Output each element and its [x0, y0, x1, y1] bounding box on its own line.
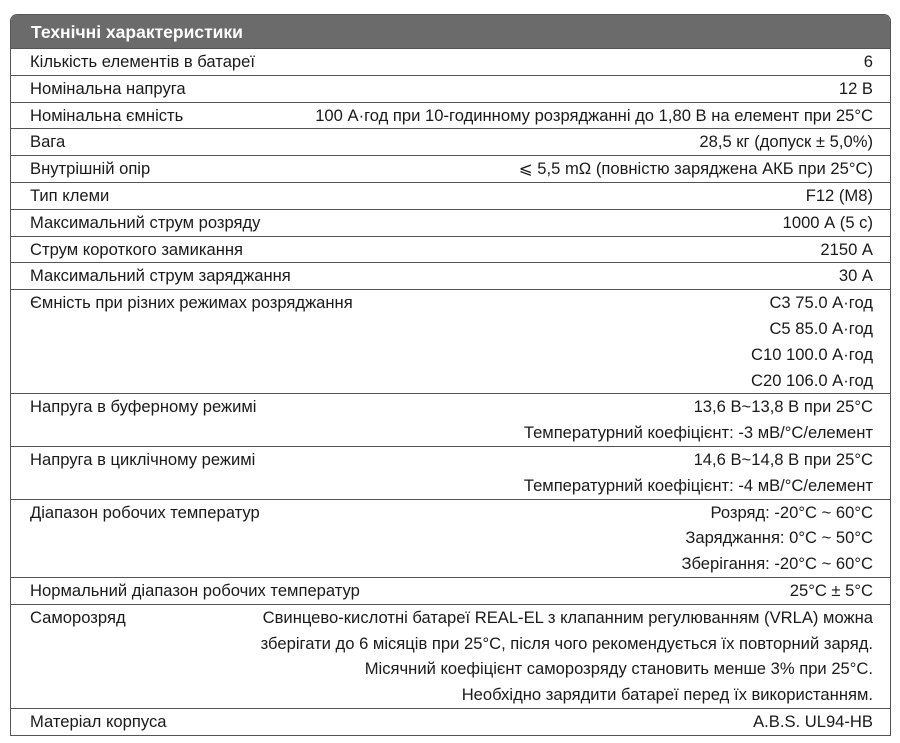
spec-row-operating-temp	[11, 500, 890, 578]
spec-value: 1000 А (5 с)	[782, 212, 873, 232]
spec-value: C10 100.0 А·год	[750, 344, 873, 364]
spec-value: 100 А·год при 10-годинному розряджанні до 1,80 В на елемент при 25°C	[315, 105, 873, 125]
spec-row-cycle-voltage	[11, 447, 890, 500]
spec-value: F12 (M8)	[805, 185, 873, 205]
spec-label: Ємність при різних режимах розряджання	[30, 293, 353, 313]
spec-value: Температурний коефіцієнт: -3 мВ/°C/елемент	[523, 423, 873, 443]
spec-value: Необхідно зарядити батареї перед їх використанням.	[461, 685, 873, 705]
spec-value: 2150 А	[820, 239, 873, 259]
spec-label: Напруга в буферному режимі	[30, 397, 257, 417]
spec-row-capacity	[11, 103, 890, 130]
spec-value: A.B.S. UL94-HB	[753, 711, 873, 731]
spec-value: 30 А	[838, 266, 873, 286]
spec-label: Максимальний струм розряду	[30, 212, 261, 232]
spec-value: Свинцево-кислотні батареї REAL-EL з клапанним регулюванням (VRLA) можна	[262, 607, 873, 627]
spec-value: Температурний коефіцієнт: -4 мВ/°C/елемент	[523, 475, 873, 495]
spec-value: 25°C ± 5°C	[789, 580, 873, 600]
spec-value: ⩽ 5,5 mΩ (повністю заряджена АКБ при 25°C)	[518, 159, 873, 179]
spec-label: Внутрішній опір	[30, 159, 151, 179]
spec-table-title: Технічні характеристики	[11, 15, 890, 49]
spec-label: Номінальна ємність	[30, 105, 184, 125]
spec-label: Максимальний струм заряджання	[30, 266, 291, 286]
spec-value: 12 В	[838, 78, 873, 98]
spec-value: C20 106.0 А·год	[750, 370, 873, 390]
spec-row-normal-temp	[11, 578, 890, 605]
spec-value: Зберігання: -20°C ~ 60°C	[681, 554, 873, 574]
spec-value: Місячний коефіцієнт саморозряду становить менше 3% при 25°C.	[364, 659, 873, 679]
spec-row-short-circuit	[11, 237, 890, 264]
spec-label: Номінальна напруга	[30, 78, 186, 98]
spec-value: 14,6 В~14,8 В при 25°C	[693, 449, 873, 469]
spec-label: Матеріал корпуса	[30, 711, 167, 731]
spec-row-max-charge	[11, 263, 890, 290]
spec-value: зберігати до 6 місяців при 25°C, після чого рекомендується їх повторний заряд.	[260, 633, 873, 653]
spec-label: Нормальний діапазон робочих температур	[30, 580, 360, 600]
spec-row-case-material	[11, 709, 890, 735]
spec-row-weight	[11, 129, 890, 156]
spec-row-float-voltage	[11, 394, 890, 447]
spec-value: 28,5 кг (допуск ± 5,0%)	[699, 132, 873, 152]
spec-label: Струм короткого замикання	[30, 239, 244, 259]
spec-value: Розряд: -20°C ~ 60°C	[710, 502, 873, 522]
spec-value: C5 85.0 А·год	[769, 318, 873, 338]
spec-row-max-discharge	[11, 210, 890, 237]
spec-label: Діапазон робочих температур	[30, 502, 260, 522]
spec-value: C3 75.0 А·год	[769, 293, 873, 313]
spec-row-discharge-rates	[11, 290, 890, 394]
spec-label: Саморозряд	[30, 607, 126, 627]
spec-row-resistance	[11, 156, 890, 183]
spec-label: Тип клеми	[30, 185, 110, 205]
spec-label: Вага	[30, 132, 66, 152]
spec-row-self-discharge	[11, 605, 890, 709]
spec-table	[10, 14, 891, 736]
spec-label: Кількість елементів в батареї	[30, 52, 256, 71]
spec-row-terminal	[11, 183, 890, 210]
spec-value: 6	[863, 52, 873, 71]
spec-value: Заряджання: 0°C ~ 50°C	[685, 528, 873, 548]
spec-row-voltage	[11, 76, 890, 103]
spec-value: 13,6 В~13,8 В при 25°C	[693, 397, 873, 417]
spec-row-cells	[11, 49, 890, 76]
spec-label: Напруга в циклічному режимі	[30, 449, 256, 469]
